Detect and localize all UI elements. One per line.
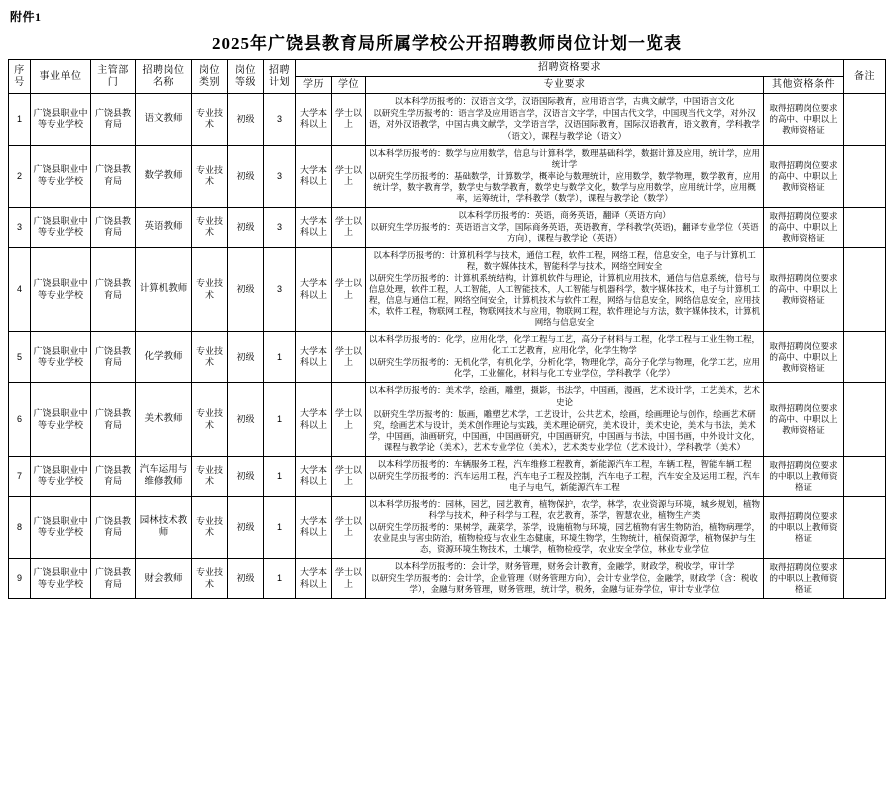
table-body bbox=[9, 94, 886, 599]
cell-major: 以本科学历报考的：数学与应用数学，信息与计算科学，数理基础科学，数据计算及应用，统计学，应用统计学 以研究生学历报考的：基础数学，计算数学，概率论与数理统计，应用数学，数学物理，数学教育，应用统计学，数字教育学，数学史与数学教育，数学史与数学文化，数学与应用数学，应用统计学，应用概率，运筹统计，学科教学（数学），课程与教学论（数学） bbox=[366, 145, 764, 207]
header-post-name: 招聘岗位名称 bbox=[136, 60, 192, 94]
cell-dept: 广饶县教育局 bbox=[91, 207, 136, 247]
table-row bbox=[9, 456, 886, 496]
cell-post-category: 专业技术 bbox=[192, 145, 228, 207]
cell-dept: 广饶县教育局 bbox=[91, 383, 136, 456]
cell-dept: 广饶县教育局 bbox=[91, 456, 136, 496]
cell-degree: 学士以上 bbox=[332, 94, 366, 145]
cell-post-name: 计算机教师 bbox=[136, 247, 192, 331]
cell-other: 取得招聘岗位要求的高中、中职以上教师资格证 bbox=[764, 94, 844, 145]
cell-post-category: 专业技术 bbox=[192, 247, 228, 331]
cell-post-level: 初级 bbox=[228, 332, 264, 383]
cell-remark bbox=[844, 383, 886, 456]
cell-plan-count: 1 bbox=[264, 496, 296, 558]
cell-plan-count: 1 bbox=[264, 332, 296, 383]
header-major: 专业要求 bbox=[366, 77, 764, 94]
cell-other: 取得招聘岗位要求的中职以上教师资格证 bbox=[764, 496, 844, 558]
cell-plan-count: 3 bbox=[264, 94, 296, 145]
cell-post-level: 初级 bbox=[228, 247, 264, 331]
cell-dept: 广饶县教育局 bbox=[91, 145, 136, 207]
cell-post-name: 化学教师 bbox=[136, 332, 192, 383]
cell-seq: 3 bbox=[9, 207, 31, 247]
cell-education: 大学本科以上 bbox=[296, 559, 332, 599]
cell-post-name: 语文教师 bbox=[136, 94, 192, 145]
cell-remark bbox=[844, 496, 886, 558]
table-row bbox=[9, 247, 886, 331]
cell-degree: 学士以上 bbox=[332, 145, 366, 207]
cell-seq: 4 bbox=[9, 247, 31, 331]
cell-post-level: 初级 bbox=[228, 207, 264, 247]
header-remark: 备注 bbox=[844, 60, 886, 94]
cell-degree: 学士以上 bbox=[332, 456, 366, 496]
cell-other: 取得招聘岗位要求的高中、中职以上教师资格证 bbox=[764, 247, 844, 331]
cell-dept: 广饶县教育局 bbox=[91, 247, 136, 331]
cell-unit: 广饶县职业中等专业学校 bbox=[31, 456, 91, 496]
cell-post-name: 园林技术教师 bbox=[136, 496, 192, 558]
cell-post-name: 财会教师 bbox=[136, 559, 192, 599]
cell-remark bbox=[844, 94, 886, 145]
cell-seq: 8 bbox=[9, 496, 31, 558]
cell-seq: 6 bbox=[9, 383, 31, 456]
cell-post-category: 专业技术 bbox=[192, 559, 228, 599]
cell-seq: 1 bbox=[9, 94, 31, 145]
cell-degree: 学士以上 bbox=[332, 559, 366, 599]
cell-education: 大学本科以上 bbox=[296, 383, 332, 456]
header-dept: 主管部门 bbox=[91, 60, 136, 94]
cell-degree: 学士以上 bbox=[332, 207, 366, 247]
header-seq: 序号 bbox=[9, 60, 31, 94]
cell-post-category: 专业技术 bbox=[192, 207, 228, 247]
table-row bbox=[9, 559, 886, 599]
cell-dept: 广饶县教育局 bbox=[91, 332, 136, 383]
cell-remark bbox=[844, 332, 886, 383]
table-row bbox=[9, 207, 886, 247]
cell-dept: 广饶县教育局 bbox=[91, 496, 136, 558]
cell-major: 以本科学历报考的：化学，应用化学，化学工程与工艺，高分子材料与工程，化学工程与工业生物工程，化工工艺教育，应用化学，化学生物学 以研究生学历报考的：无机化学，有机化学，分析化学，物理化学，高分子化学与物理，化学工艺，应用化学，工业催化，材料与化工专业学位，学科教学（化学） bbox=[366, 332, 764, 383]
cell-unit: 广饶县职业中等专业学校 bbox=[31, 496, 91, 558]
cell-post-category: 专业技术 bbox=[192, 332, 228, 383]
cell-major: 以本科学历报考的：会计学，财务管理，财务会计教育，金融学，财政学，税收学，审计学 以研究生学历报考的：会计学，企业管理（财务管理方向），会计专业学位，金融学，财政学（含：税收学），金融与财务管理，财务管理，统计学，税务，金融与证券学位，审计专业学位 bbox=[366, 559, 764, 599]
cell-post-level: 初级 bbox=[228, 145, 264, 207]
cell-unit: 广饶县职业中等专业学校 bbox=[31, 207, 91, 247]
cell-unit: 广饶县职业中等专业学校 bbox=[31, 94, 91, 145]
cell-post-name: 美术教师 bbox=[136, 383, 192, 456]
cell-remark bbox=[844, 456, 886, 496]
attachment-label: 附件1 bbox=[10, 10, 42, 24]
table-row bbox=[9, 383, 886, 456]
header-post-category: 岗位类别 bbox=[192, 60, 228, 94]
cell-unit: 广饶县职业中等专业学校 bbox=[31, 145, 91, 207]
header-unit: 事业单位 bbox=[31, 60, 91, 94]
cell-other: 取得招聘岗位要求的中职以上教师资格证 bbox=[764, 559, 844, 599]
cell-plan-count: 1 bbox=[264, 383, 296, 456]
cell-other: 取得招聘岗位要求的中职以上教师资格证 bbox=[764, 456, 844, 496]
cell-remark bbox=[844, 559, 886, 599]
cell-unit: 广饶县职业中等专业学校 bbox=[31, 559, 91, 599]
cell-education: 大学本科以上 bbox=[296, 247, 332, 331]
cell-other: 取得招聘岗位要求的高中、中职以上教师资格证 bbox=[764, 207, 844, 247]
cell-dept: 广饶县教育局 bbox=[91, 559, 136, 599]
cell-education: 大学本科以上 bbox=[296, 456, 332, 496]
cell-post-category: 专业技术 bbox=[192, 456, 228, 496]
cell-major: 以本科学历报考的：车辆服务工程，汽车维修工程教育，新能源汽车工程，车辆工程，智能车辆工程 以研究生学历报考的：汽车运用工程，汽车电子工程及控制，汽车电子工程，汽车安全及运用工程，汽车电子与电气，新能源汽车工程 bbox=[366, 456, 764, 496]
cell-education: 大学本科以上 bbox=[296, 94, 332, 145]
cell-degree: 学士以上 bbox=[332, 247, 366, 331]
cell-remark bbox=[844, 247, 886, 331]
cell-post-name: 英语教师 bbox=[136, 207, 192, 247]
cell-degree: 学士以上 bbox=[332, 496, 366, 558]
cell-degree: 学士以上 bbox=[332, 383, 366, 456]
cell-major: 以本科学历报考的：园林，园艺，园艺教育，植物保护，农学，林学，农业资源与环境，城乡规划，植物科学与技术，种子科学与工程，农艺教育，茶学，智慧农业，植物生产类 以研究生学历报考的：果树学，蔬菜学，茶学，设施植物与环境，园艺植物有害生物防治，植物病理学，农业昆虫与害虫防治，植物检疫与农业生态健康，环境生物学，生物统计，植保资源学，植物保护与生态，资源环境生物技术，土壤学，植物检疫学，农业安全学位，林业专业学位 bbox=[366, 496, 764, 558]
cell-seq: 7 bbox=[9, 456, 31, 496]
cell-education: 大学本科以上 bbox=[296, 332, 332, 383]
cell-unit: 广饶县职业中等专业学校 bbox=[31, 383, 91, 456]
cell-dept: 广饶县教育局 bbox=[91, 94, 136, 145]
cell-major: 以本科学历报考的：计算机科学与技术，通信工程，软件工程，网络工程，信息安全，电子与计算机工程，数字媒体技术，智能科学与技术，网络空间安全 以研究生学历报考的：计算机系统结构，计算机软件与理论，计算机应用技术，通信与信息系统，信号与信息处理，软件工程，人工智能，人工智能技术，人工智能与机器科学，数字媒体技术，电子与计算机工程，信息与通信工程，网络空间安全，计算机技术与软件工程，网络与信息安全，网络信息安全，应用技术，软件工程，物联网工程，物联网技术与应用，物联网工程，软件理论与方法，数字媒体技术，计算机网络与信息安全 bbox=[366, 247, 764, 331]
table-row bbox=[9, 145, 886, 207]
cell-post-category: 专业技术 bbox=[192, 94, 228, 145]
table-row bbox=[9, 496, 886, 558]
cell-post-name: 汽车运用与维修教师 bbox=[136, 456, 192, 496]
cell-plan-count: 1 bbox=[264, 559, 296, 599]
cell-post-category: 专业技术 bbox=[192, 383, 228, 456]
cell-post-level: 初级 bbox=[228, 559, 264, 599]
cell-major: 以本科学历报考的：美术学，绘画，雕塑，摄影，书法学，中国画，漫画，艺术设计学，工艺美术，艺术史论 以研究生学历报考的：版画，雕塑艺术学，工艺设计，公共艺术，绘画，绘画理论与创作，绘画艺术研究，绘画艺术与设计，美术创作理论与实践，美术理论研究，美术设计，美术史论，美术与书法，美术学，中国画，油画研究，中国画，中国画研究，中国画研究，中国画与书法，中国书画，中外设计文化，课程与教学论（美术），艺术专业学位（美术），艺术类专业学位（艺术设计），学科教学（美术） bbox=[366, 383, 764, 456]
cell-other: 取得招聘岗位要求的高中、中职以上教师资格证 bbox=[764, 383, 844, 456]
cell-remark bbox=[844, 145, 886, 207]
cell-other: 取得招聘岗位要求的高中、中职以上教师资格证 bbox=[764, 145, 844, 207]
cell-post-level: 初级 bbox=[228, 456, 264, 496]
cell-post-level: 初级 bbox=[228, 94, 264, 145]
cell-post-category: 专业技术 bbox=[192, 496, 228, 558]
cell-education: 大学本科以上 bbox=[296, 207, 332, 247]
table-row bbox=[9, 332, 886, 383]
header-degree: 学位 bbox=[332, 77, 366, 94]
cell-plan-count: 1 bbox=[264, 456, 296, 496]
recruitment-plan-table bbox=[8, 59, 886, 599]
cell-unit: 广饶县职业中等专业学校 bbox=[31, 332, 91, 383]
cell-seq: 9 bbox=[9, 559, 31, 599]
cell-education: 大学本科以上 bbox=[296, 145, 332, 207]
cell-plan-count: 3 bbox=[264, 207, 296, 247]
cell-degree: 学士以上 bbox=[332, 332, 366, 383]
header-education: 学历 bbox=[296, 77, 332, 94]
header-other: 其他资格条件 bbox=[764, 77, 844, 94]
cell-seq: 2 bbox=[9, 145, 31, 207]
cell-post-name: 数学教师 bbox=[136, 145, 192, 207]
cell-remark bbox=[844, 207, 886, 247]
header-plan-count: 招聘计划 bbox=[264, 60, 296, 94]
cell-major: 以本科学历报考的：英语，商务英语，翻译（英语方向） 以研究生学历报考的：英语语言文学，国际商务英语，英语教育，学科教学(英语)，翻译专业学位（英语方向），课程与教学论（英语） bbox=[366, 207, 764, 247]
cell-plan-count: 3 bbox=[264, 247, 296, 331]
header-qualification-group: 招聘资格要求 bbox=[296, 60, 844, 77]
cell-unit: 广饶县职业中等专业学校 bbox=[31, 247, 91, 331]
cell-post-level: 初级 bbox=[228, 383, 264, 456]
table-row bbox=[9, 94, 886, 145]
cell-seq: 5 bbox=[9, 332, 31, 383]
page-title: 2025年广饶县教育局所属学校公开招聘教师岗位计划一览表 bbox=[212, 34, 682, 53]
cell-post-level: 初级 bbox=[228, 496, 264, 558]
cell-major: 以本科学历报考的：汉语言文学，汉语国际教育，应用语言学，古典文献学，中国语言文化 以研究生学历报考的：语言学及应用语言学，汉语言文字学，中国古代文学，中国现当代文学，对外汉语，对外汉语教学，中国古典文献学，文学语言学，汉语国际教育，国际汉语教育，语文教育，学科教学（语文），课程与教学论（语文） bbox=[366, 94, 764, 145]
cell-other: 取得招聘岗位要求的高中、中职以上教师资格证 bbox=[764, 332, 844, 383]
cell-education: 大学本科以上 bbox=[296, 496, 332, 558]
header-post-level: 岗位等级 bbox=[228, 60, 264, 94]
cell-plan-count: 3 bbox=[264, 145, 296, 207]
table-header-row-1 bbox=[9, 60, 886, 77]
